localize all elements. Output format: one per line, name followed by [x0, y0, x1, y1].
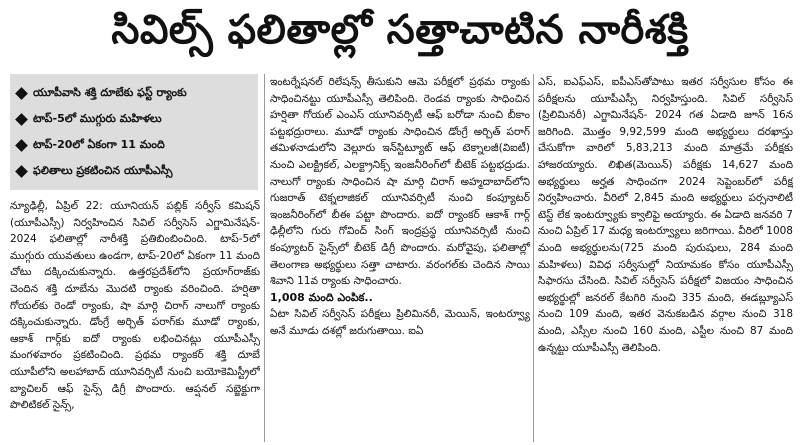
article-column-2: [270, 74, 530, 444]
column-divider: [264, 74, 265, 442]
section-subheading: 1,008 మంది ఎంపిక..: [270, 290, 373, 304]
article-column-1: [10, 74, 260, 444]
article-paragraph: న్యూఢిల్లీ, ఏప్రిల్ 22: యూనియన్ పబ్లిక్ సర్వీస్ కమిషన్ (యూపీఎస్సీ) నిర్వహించిన సివిల్ సర్వీసెస్ ఎగ్జామినేషన్- 2024 ఫలితాల్లో నారీశక్తి ప్రతిబింబించింది. టాప్-5లో ముగ్గురు యువతులు ఉండగా, టాప్-20లో ఏకంగా 11 మంది చోటు దక్కించుకున్నారు. ఉత్తరప్రదేశ్‌లోని ప్రయాగ్‌రాజ్‌కు చెందిన శక్తి దూబేను మొదటి ర్యాంకు వరించింది. హర్షితా గోయల్‌కు రెండో ర్యాంకు, షా మార్గి చిరాగ్ నాలుగో ర్యాంకు దక్కించుకున్నారు. డోంగ్రే అర్చిత్ పరాగ్‌కు మూడో ర్యాంకు, ఆకాశ్ గార్గ్‌కు ఐదో ర్యాంకు లభించినట్లు యూపీఎస్సీ మంగళవారం ప్రకటించింది. ప్రథమ ర్యాంకర్ శక్తి దూబే యూపీలోని అలహాబాద్ యూనివర్సిటీ నుంచి బయోకెమిస్ట్రీలో బ్యాచిలర్ ఆఫ్ సైన్స్ డిగ్రీ పొందారు. ఆప్షనల్ సబ్జెక్టుగా పొలిటికల్ సైన్స్,: [10, 200, 260, 412]
highlight-text: ఫలితాలు ప్రకటించిన యూపీఎస్సీ: [33, 164, 173, 177]
headline: సివిల్స్ ఫలితాల్లో సత్తాచాటిన నారీశక్తి: [111, 7, 689, 53]
highlight-item: [14, 132, 252, 158]
highlight-text: టాప్-5లో ముగ్గురు మహిళలు: [33, 112, 162, 125]
highlight-text: యూపీవాసి శక్తి దూబేకు ఫస్ట్ ర్యాంకు: [33, 86, 187, 99]
article-paragraph: ఏటా సివిల్ సర్వీసెస్ పరీక్షలు ప్రిలిమినరీ, మెయిన్, ఇంటర్వ్యూ అనే మూడు దశల్లో జరుగుతాయి. ఐఏ: [270, 308, 530, 337]
article-column-3: [538, 74, 793, 444]
column-divider: [533, 74, 534, 442]
highlight-item: [14, 106, 252, 132]
diamond-bullet-icon: [15, 113, 28, 126]
diamond-bullet-icon: [15, 165, 28, 178]
highlights-box: [10, 74, 258, 190]
highlight-item: [14, 80, 252, 106]
highlight-text: టాప్-20లో ఏకంగా 11 మంది: [33, 138, 165, 151]
article-paragraph: ఇంటర్నేషనల్ రిలేషన్స్ తీసుకుని ఆమె పరీక్షలో ప్రథమ ర్యాంకు సాధించినట్టు యూపీఎస్సీ తెలిపింది. రెండవ ర్యాంకు సాధించిన హర్షితా గోయల్ ఎంఎస్ యూనివర్సిటీ ఆఫ్ బరోడా నుంచి బీకాం పట్టభద్రురాలు. మూడో ర్యాంకు సాధించిన డోంగ్రే అర్చిత్ పరాగ్ తమిళనాడులోని వెల్లూరు ఇన్‌స్టిట్యూట్ ఆఫ్ టెక్నాలజీ(విఐటీ) నుంచి ఎలక్ట్రికల్, ఎలక్ట్రానిక్స్ ఇంజనీరింగ్‌లో బీటెక్ పట్టభద్రుడు. నాలుగో ర్యాంకు సాధించిన షా మార్గి చిరాగ్ అహ్మదాబాద్‌లోని గుజరాత్ టెక్నలాజికల్ యూనివర్సిటీ నుంచి కంప్యూటర్ ఇంజనీరింగ్‌లో బీఈ పట్టా పొందారు. ఐదో ర్యాంకర్ ఆకాశ్ గార్గ్ ఢిల్లీలోని గురు గోవింద్ సింగ్ ఇంద్రప్రస్థ యూనివర్సిటీ నుంచి కంప్యూటర్ సైన్స్‌లో బీటెక్ డిగ్రీ పొందారు. మరోవైపు, ఫలితాల్లో తెలంగాణ అభ్యర్థులు సత్తా చాటారు. వరంగల్‌కు చెందిన సాయి శివాని 11వ ర్యాంకు సాధించారు.: [270, 76, 530, 288]
highlight-item: [14, 158, 252, 184]
article-paragraph: ఎస్, ఐఎఫ్ఎస్, ఐపీఎస్‌తోపాటు ఇతర సర్వీసుల కోసం ఈ పరీక్షలను యూపీఎస్సీ నిర్వహిస్తుంది. సివిల్ సర్వీసెస్ (ప్రిలిమినరీ) ఎగ్జామినేషన్- 2024 గత ఏడాది జూన్ 16న జరిగింది. మొత్తం 9,92,599 మంది అభ్యర్థులు దరఖాస్తు చేసుకోగా వారిలో 5,83,213 మంది మాత్రమే పరీక్షకు హాజరయ్యారు. లిఖిత(మెయిన్) పరీక్షకు 14,627 మంది అభ్యర్థులు అర్హత సాధించగా 2024 సెప్టెంబర్‌లో పరీక్ష నిర్వహించారు. వీరిలో 2,845 మంది అభ్యర్థులు పర్సనాలిటీ టెస్ట్ లేక ఇంటర్వ్యూకు క్వాలిఫై అయ్యారు. ఈ ఏడాది జనవరి 7 నుంచి ఏప్రిల్ 17 మధ్య ఇంటర్వ్యూలు జరిగాయి. వీరిలో 1008 మంది అభ్యర్థులను(725 మంది పురుషులు, 284 మంది మహిళలు) వివిధ సర్వీసుల్లో నియామకం కోసం యూపీఎస్సీ సిఫారసు చేసింది. సివిల్ సర్వీసెస్ పరీక్షలో విజయం సాధించిన అభ్యర్థుల్లో జనరల్ కేటగిరి నుంచి 335 మంది, ఈడబ్ల్యూఎస్ నుంచి 109 మంది, ఇతర వెనుకబడిన వర్గాల నుంచి 318 మంది, ఎస్సీల నుంచి 160 మంది, ఎస్టీల నుంచి 87 మంది ఉన్నట్టు యూపీఎస్సీ తెలిపింది.: [538, 76, 793, 354]
diamond-bullet-icon: [15, 87, 28, 100]
diamond-bullet-icon: [15, 139, 28, 152]
